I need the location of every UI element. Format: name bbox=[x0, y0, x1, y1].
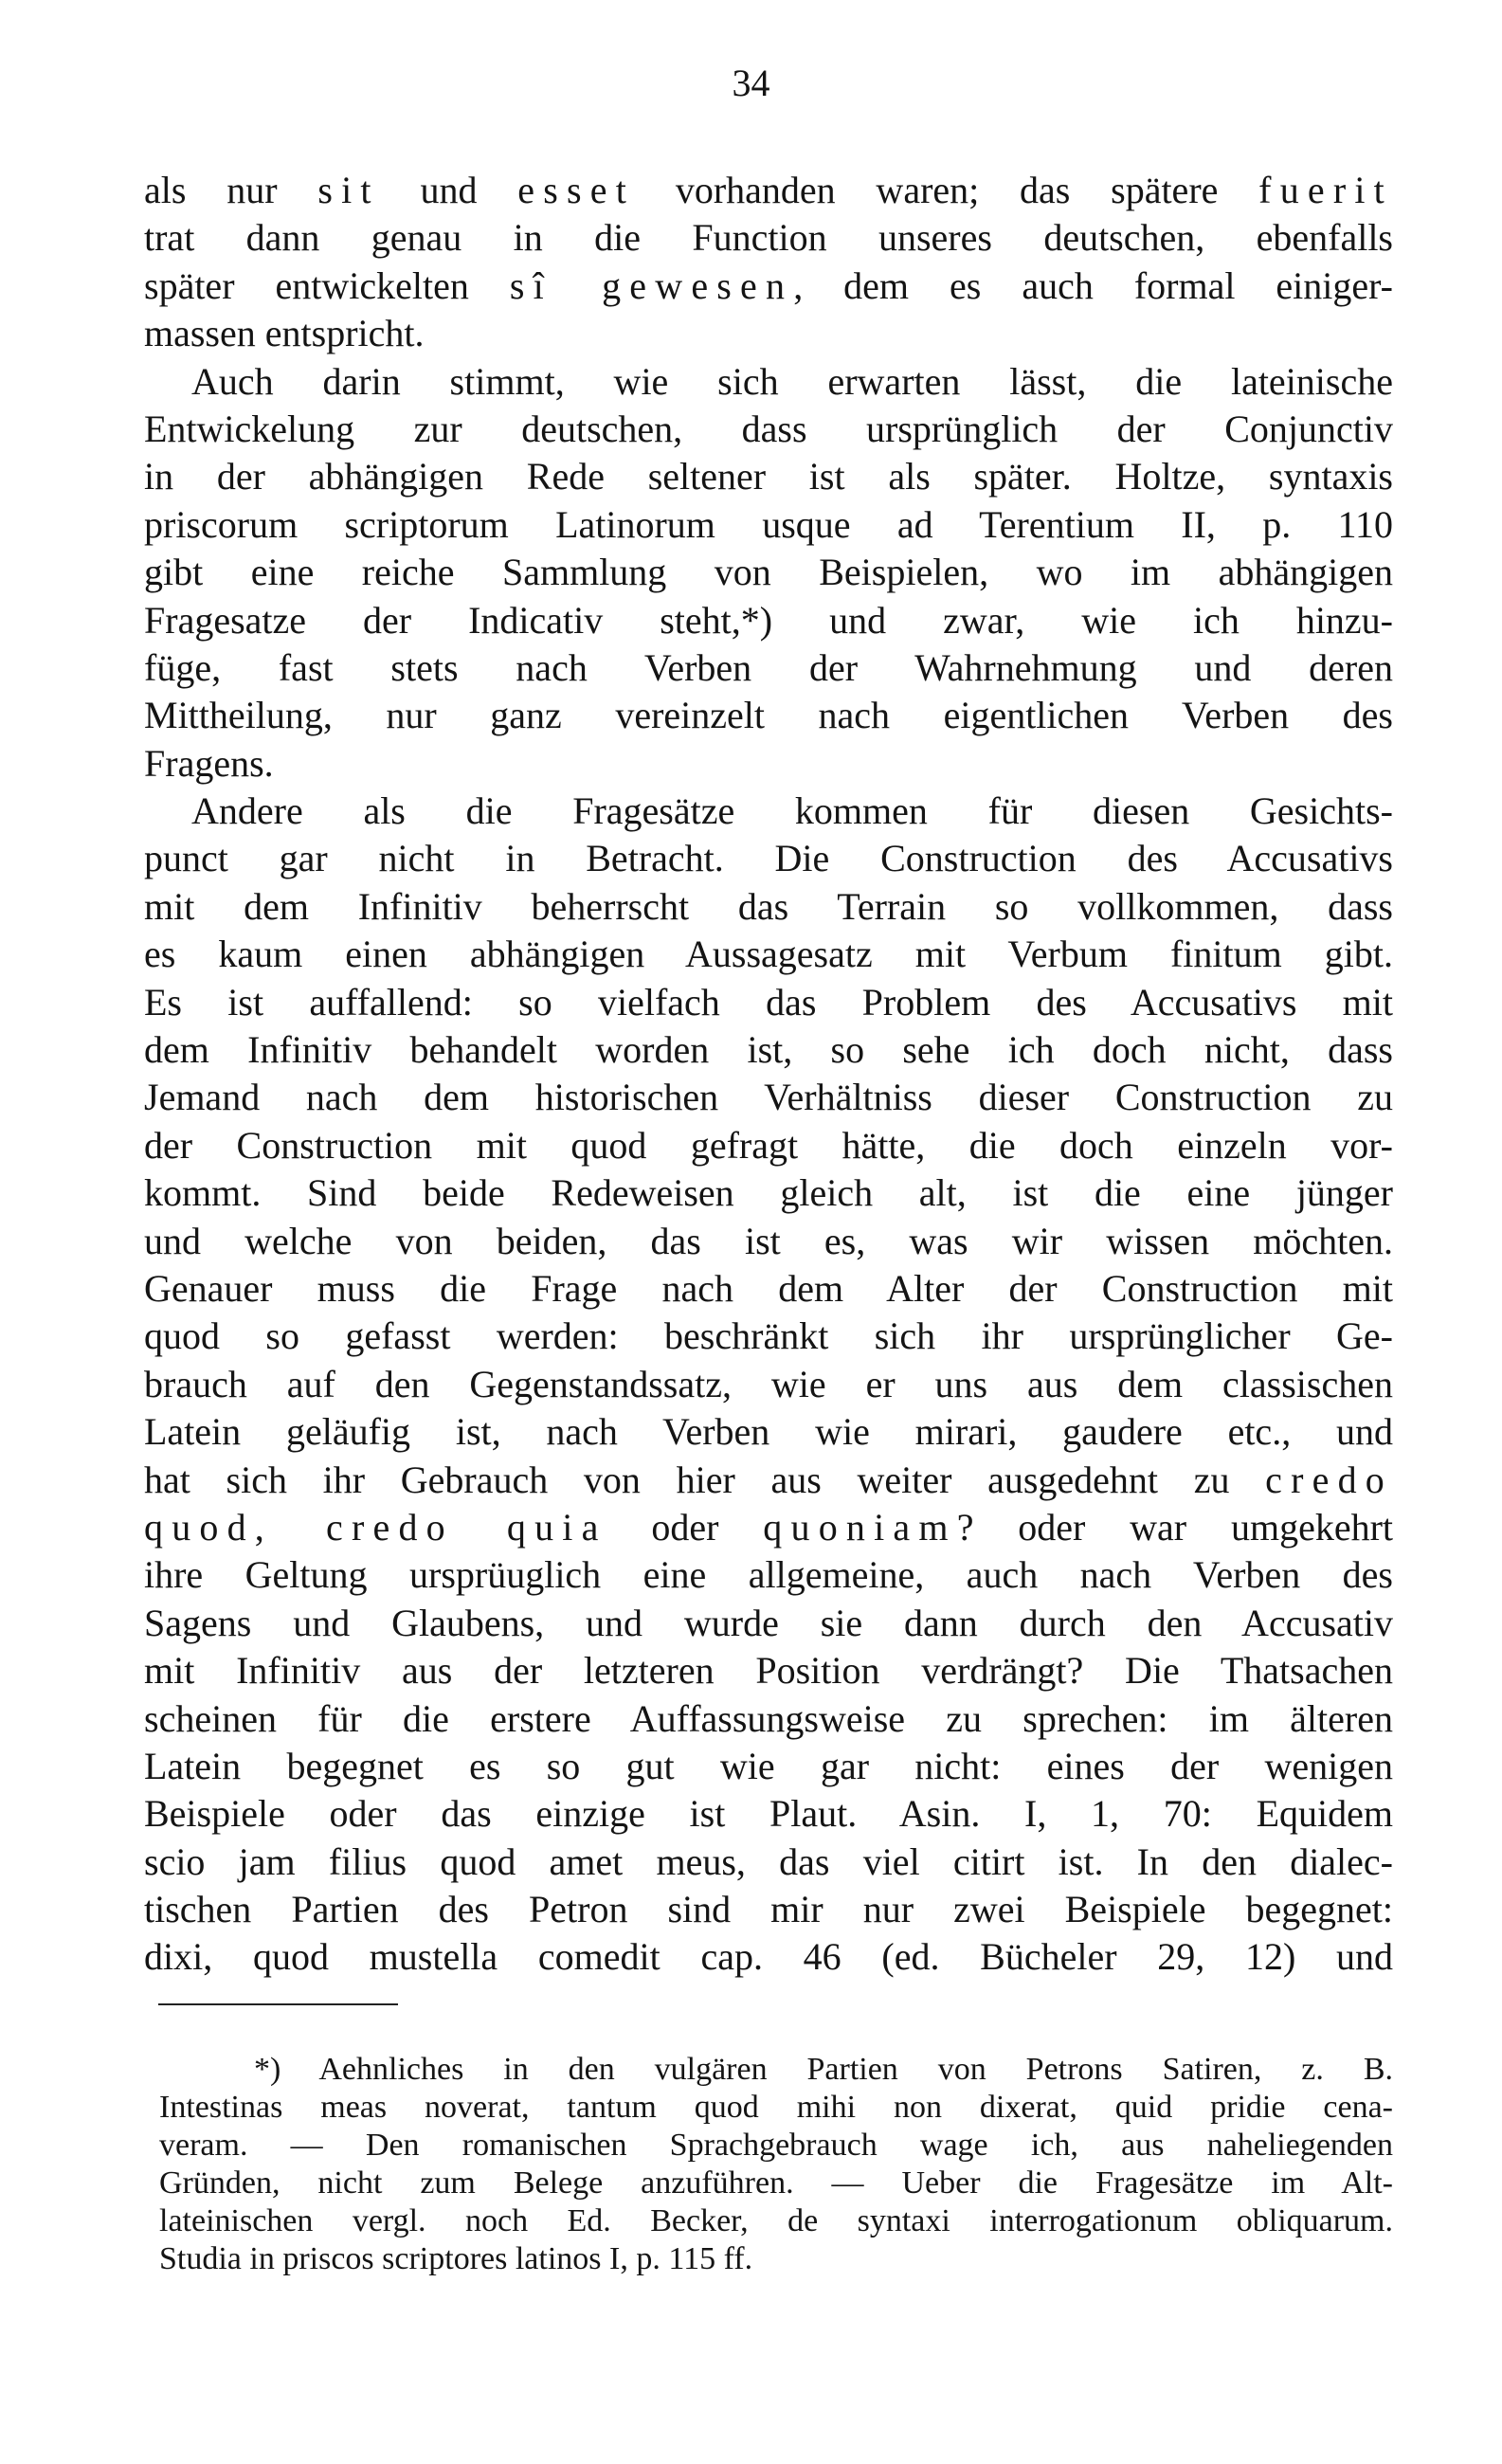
text-line bbox=[144, 1457, 1393, 1504]
text-segment: priscorum scriptorum Latinorum usque ad Terentium II, p. 110 bbox=[144, 502, 1393, 546]
spaced-word: fuerit bbox=[1258, 169, 1393, 211]
text-line bbox=[144, 167, 1393, 214]
text-line bbox=[144, 644, 1393, 692]
footnote-line: lateinischen vergl. noch Ed. Becker, de syntaxi interrogationum obliquarum. bbox=[159, 2203, 1393, 2238]
text-segment: scheinen für die erstere Auffassungsweise zu sprechen: im älteren bbox=[144, 1696, 1393, 1740]
text-line bbox=[144, 788, 1393, 835]
text-segment: Fragesatze der Indicativ steht,*) und zwar, wie ich hinzu- bbox=[144, 598, 1393, 642]
text-line bbox=[144, 1218, 1393, 1265]
text-line bbox=[144, 214, 1393, 262]
text-segment: quod so gefasst werden: beschränkt sich ihr ursprünglicher Ge- bbox=[144, 1314, 1393, 1358]
text-segment: als nur bbox=[144, 169, 318, 211]
text-line bbox=[144, 883, 1393, 931]
text-segment: Sagens und Glaubens, und wurde sie dann durch den Accusativ bbox=[144, 1601, 1393, 1644]
spaced-word: quoniam bbox=[763, 1505, 957, 1549]
text-line bbox=[144, 740, 1393, 788]
text-segment: ? oder war umgekehrt bbox=[956, 1505, 1394, 1549]
page-number: 34 bbox=[732, 62, 770, 104]
text-line bbox=[144, 1551, 1393, 1599]
text-line bbox=[144, 406, 1393, 453]
text-segment: trat dann genau in die Function unseres deutschen, ebenfalls bbox=[144, 216, 1393, 260]
text-segment: punct gar nicht in Betracht. Die Construction des Accusativs bbox=[144, 837, 1393, 880]
text-segment: dem Infinitiv behandelt worden ist, so sehe ich doch nicht, dass bbox=[144, 1028, 1393, 1072]
text-line bbox=[144, 453, 1393, 500]
text-segment: der Construction mit quod gefragt hätte, die doch einzeln vor- bbox=[144, 1123, 1393, 1167]
spaced-word: sî gewesen bbox=[509, 263, 794, 307]
text-segment: später entwickelten bbox=[144, 263, 510, 307]
footnote-line: Gründen, nicht zum Belege anzuführen. — Ueber die Fragesätze im Alt- bbox=[159, 2165, 1393, 2201]
text-segment: Jemand nach dem historischen Verhältniss dieser Construction zu bbox=[144, 1076, 1393, 1119]
text-segment: Latein begegnet es so gut wie gar nicht: eines der wenigen bbox=[144, 1744, 1393, 1787]
text-line bbox=[144, 501, 1393, 549]
text-segment: scio jam filius quod amet meus, das viel citirt ist. In den dialec- bbox=[144, 1839, 1393, 1883]
text-segment: vorhanden waren; das spätere bbox=[635, 169, 1259, 211]
text-line bbox=[144, 358, 1393, 406]
text-segment: hat sich ihr Gebrauch von hier aus weiter ausgedehnt zu bbox=[144, 1458, 1266, 1501]
text-line bbox=[144, 1933, 1393, 1981]
text-segment: füge, fast stets nach Verben der Wahrnehmung und deren bbox=[144, 645, 1393, 689]
text-line bbox=[144, 692, 1393, 739]
footnote-line: veram. — Den romanischen Sprachgebrauch wage ich, aus naheliegenden bbox=[159, 2128, 1393, 2163]
text-segment: , dem es auch formal einiger- bbox=[793, 263, 1393, 307]
text-segment: kommt. Sind beide Redeweisen gleich alt, ist die eine jünger bbox=[144, 1171, 1393, 1215]
footnote-line: Studia in priscos scriptores latinos I, p. 115 ff. bbox=[159, 2241, 753, 2276]
text-line bbox=[144, 1504, 1393, 1551]
spaced-word: quod, credo quia bbox=[144, 1505, 607, 1549]
text-segment: in der abhängigen Rede seltener ist als später. Holtze, syntaxis bbox=[144, 455, 1393, 498]
text-line bbox=[144, 1074, 1393, 1121]
text-segment: und welche von beiden, das ist es, was wir wissen möchten. bbox=[144, 1219, 1393, 1262]
text-line bbox=[144, 835, 1393, 882]
text-line bbox=[144, 597, 1393, 644]
text-segment: mit dem Infinitiv beherrscht das Terrain so vollkommen, dass bbox=[144, 884, 1393, 928]
text-line bbox=[144, 1265, 1393, 1313]
spaced-word: esset bbox=[517, 169, 636, 211]
text-segment: Mittheilung, nur ganz vereinzelt nach eigentlichen Verben des bbox=[144, 694, 1393, 737]
text-line bbox=[144, 1743, 1393, 1790]
text-line bbox=[144, 1361, 1393, 1408]
text-segment: massen entspricht. bbox=[144, 312, 425, 355]
text-line bbox=[144, 1408, 1393, 1456]
text-segment: Andere als die Fragesätze kommen für diesen Gesichts- bbox=[191, 789, 1393, 833]
text-line bbox=[144, 1886, 1393, 1933]
text-line bbox=[144, 979, 1393, 1026]
text-segment: Latein geläufig ist, nach Verben wie mirari, gaudere etc., und bbox=[144, 1410, 1393, 1454]
text-line bbox=[144, 549, 1393, 596]
text-line bbox=[144, 263, 1393, 310]
text-segment: oder bbox=[606, 1505, 764, 1549]
text-line bbox=[144, 1695, 1393, 1743]
text-segment: Fragens. bbox=[144, 741, 274, 785]
text-segment: Es ist auffallend: so vielfach das Problem des Accusativs mit bbox=[144, 980, 1393, 1024]
spaced-word: sit bbox=[317, 169, 380, 211]
text-segment: brauch auf den Gegenstandssatz, wie er uns aus dem classischen bbox=[144, 1362, 1393, 1405]
text-segment: Beispiele oder das einzige ist Plaut. Asin. I, 1, 70: Equidem bbox=[144, 1792, 1393, 1836]
text-segment: und bbox=[379, 169, 518, 211]
text-line bbox=[144, 931, 1393, 978]
text-segment: tischen Partien des Petron sind mir nur zwei Beispiele begegnet: bbox=[144, 1888, 1393, 1931]
text-line bbox=[144, 310, 1393, 357]
text-segment: es kaum einen abhängigen Aussagesatz mit Verbum finitum gibt. bbox=[144, 933, 1393, 976]
text-line bbox=[144, 1169, 1393, 1217]
spaced-word: credo bbox=[1265, 1458, 1393, 1501]
text-segment: mit Infinitiv aus der letzteren Position verdrängt? Die Thatsachen bbox=[144, 1649, 1393, 1693]
text-segment: ihre Geltung ursprüuglich eine allgemeine, auch nach Verben des bbox=[144, 1553, 1393, 1597]
text-line bbox=[144, 1026, 1393, 1074]
body-text bbox=[144, 167, 1393, 1982]
text-segment: gibt eine reiche Sammlung von Beispielen, wo im abhängigen bbox=[144, 551, 1393, 594]
text-segment: Auch darin stimmt, wie sich erwarten lässt, die lateinische bbox=[191, 359, 1393, 403]
text-line bbox=[144, 1313, 1393, 1360]
text-line bbox=[144, 1122, 1393, 1169]
text-segment: Entwickelung zur deutschen, dass ursprünglich der Conjunctiv bbox=[144, 407, 1393, 450]
footnote-divider bbox=[158, 2003, 398, 2005]
text-line bbox=[144, 1790, 1393, 1838]
footnotes bbox=[159, 2051, 1393, 2278]
text-line bbox=[144, 1647, 1393, 1694]
text-segment: Genauer muss die Frage nach dem Alter der Construction mit bbox=[144, 1266, 1393, 1310]
footnote-line: Intestinas meas noverat, tantum quod mihi non dixerat, quid pridie cena- bbox=[159, 2090, 1393, 2125]
text-line bbox=[144, 1600, 1393, 1647]
footnote-line: *) Aehnliches in den vulgären Partien von Petrons Satiren, z. B. bbox=[254, 2052, 1393, 2087]
text-line bbox=[144, 1839, 1393, 1886]
text-segment: dixi, quod mustella comedit cap. 46 (ed. Bücheler 29, 12) und bbox=[144, 1935, 1393, 1979]
